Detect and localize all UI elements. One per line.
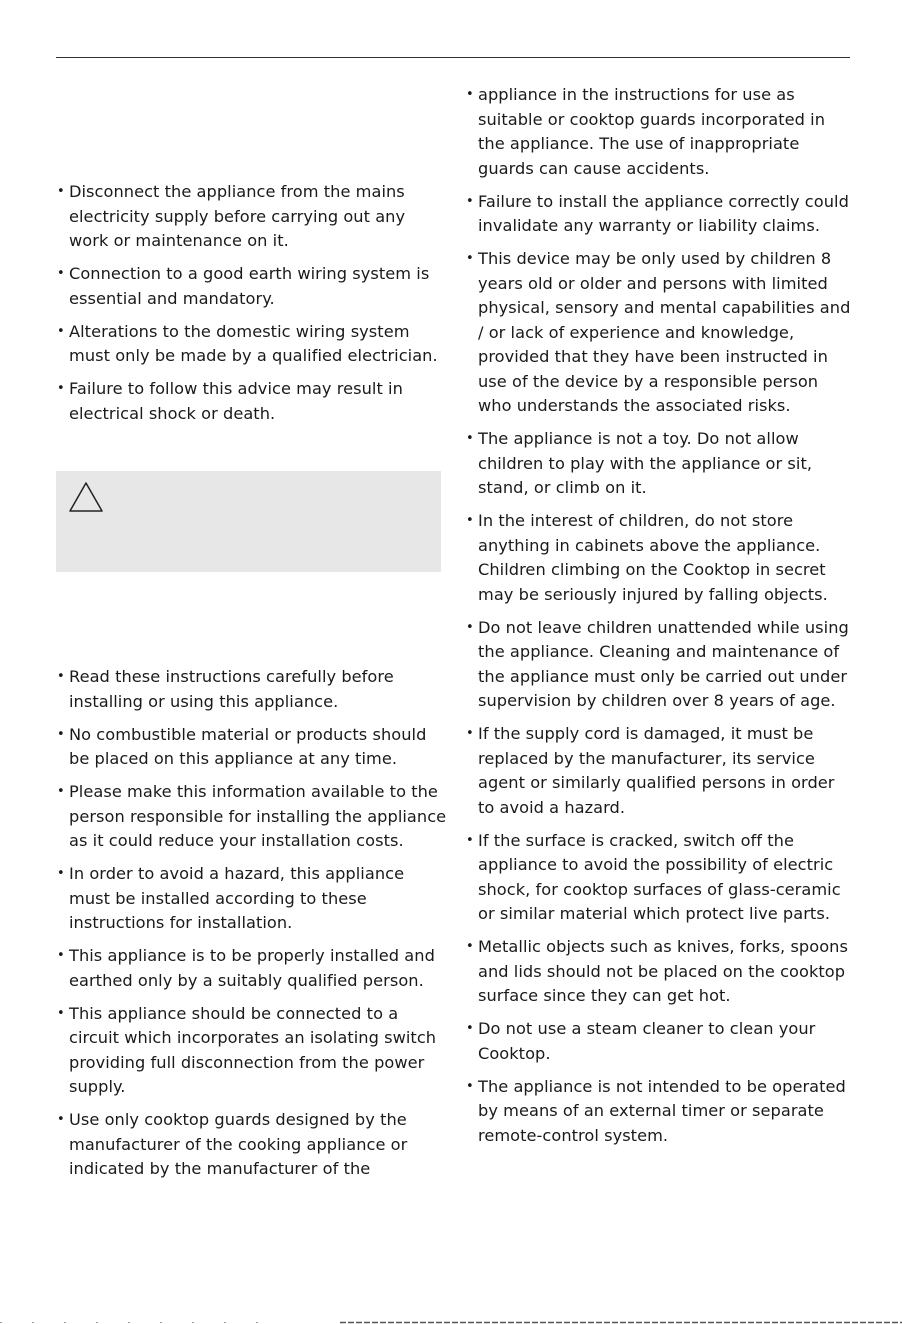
list-item: • This device may be only used by children 8 years old or older and persons with limited physical, sensory and mental capabilities and / or lack of experience and knowledge, provided that they have been instructed in use of the device by a responsible person who understands the associated risks. [466,247,856,419]
left-column-bottom [57,665,447,1190]
list-item: • If the surface is cracked, switch off the appliance to avoid the possibility of electric shock, for cooktop surfaces of glass-ceramic or similar material which protect live parts. [466,829,856,927]
list-item: • Disconnect the appliance from the mains electricity supply before carrying out any work or maintenance on it. [57,180,445,254]
list-item: • In the interest of children, do not store anything in cabinets above the appliance. Children climbing on the Cooktop in secret may be seriously injured by falling objects. [466,509,856,607]
list-item: • Do not use a steam cleaner to clean your Cooktop. [466,1017,856,1066]
list-item: • The appliance is not intended to be operated by means of an external timer or separate remote-control system. [466,1075,856,1149]
list-item: • Failure to install the appliance correctly could invalidate any warranty or liability claims. [466,190,856,239]
list-item: • appliance in the instructions for use as suitable or cooktop guards incorporated in the appliance. The use of inappropriate guards can cause accidents. [466,83,856,181]
warning-box [56,471,441,572]
list-item: • If the supply cord is damaged, it must be replaced by the manufacturer, its service agent or similarly qualified persons in order to avoid a hazard. [466,722,856,820]
list-item: • This appliance is to be properly installed and earthed only by a suitably qualified person. [57,944,447,993]
list-item: • This appliance should be connected to a circuit which incorporates an isolating switch providing full disconnection from the power supply. [57,1002,447,1100]
list-item: • Read these instructions carefully before installing or using this appliance. [57,665,447,714]
list-item: • In order to avoid a hazard, this appliance must be installed according to these instructions for installation. [57,862,447,936]
list-item: • Metallic objects such as knives, forks, spoons and lids should not be placed on the cooktop surface since they can get hot. [466,935,856,1009]
left-column-top [57,180,445,435]
list-item: • Connection to a good earth wiring system is essential and mandatory. [57,262,445,311]
warning-triangle-icon [68,481,104,513]
electrical-safety-list [57,180,445,426]
list-item: • Do not leave children unattended while using the appliance. Cleaning and maintenance of the appliance must only be carried out under supervision by children over 8 years of age. [466,616,856,714]
list-item: • Use only cooktop guards designed by the manufacturer of the cooking appliance or indicated by the manufacturer of the [57,1108,447,1182]
list-item: • The appliance is not a toy. Do not allow children to play with the appliance or sit, stand, or climb on it. [466,427,856,501]
right-column [466,83,856,1157]
safety-list-continued [466,83,856,1148]
list-item: • Please make this information available to the person responsible for installing the appliance as it could reduce your installation costs. [57,780,447,854]
header-rule [56,57,850,58]
list-item: • Alterations to the domestic wiring system must only be made by a qualified electrician. [57,320,445,369]
list-item: • Failure to follow this advice may result in electrical shock or death. [57,377,445,426]
installation-list [57,665,447,1182]
list-item: • No combustible material or products should be placed on this appliance at any time. [57,723,447,772]
